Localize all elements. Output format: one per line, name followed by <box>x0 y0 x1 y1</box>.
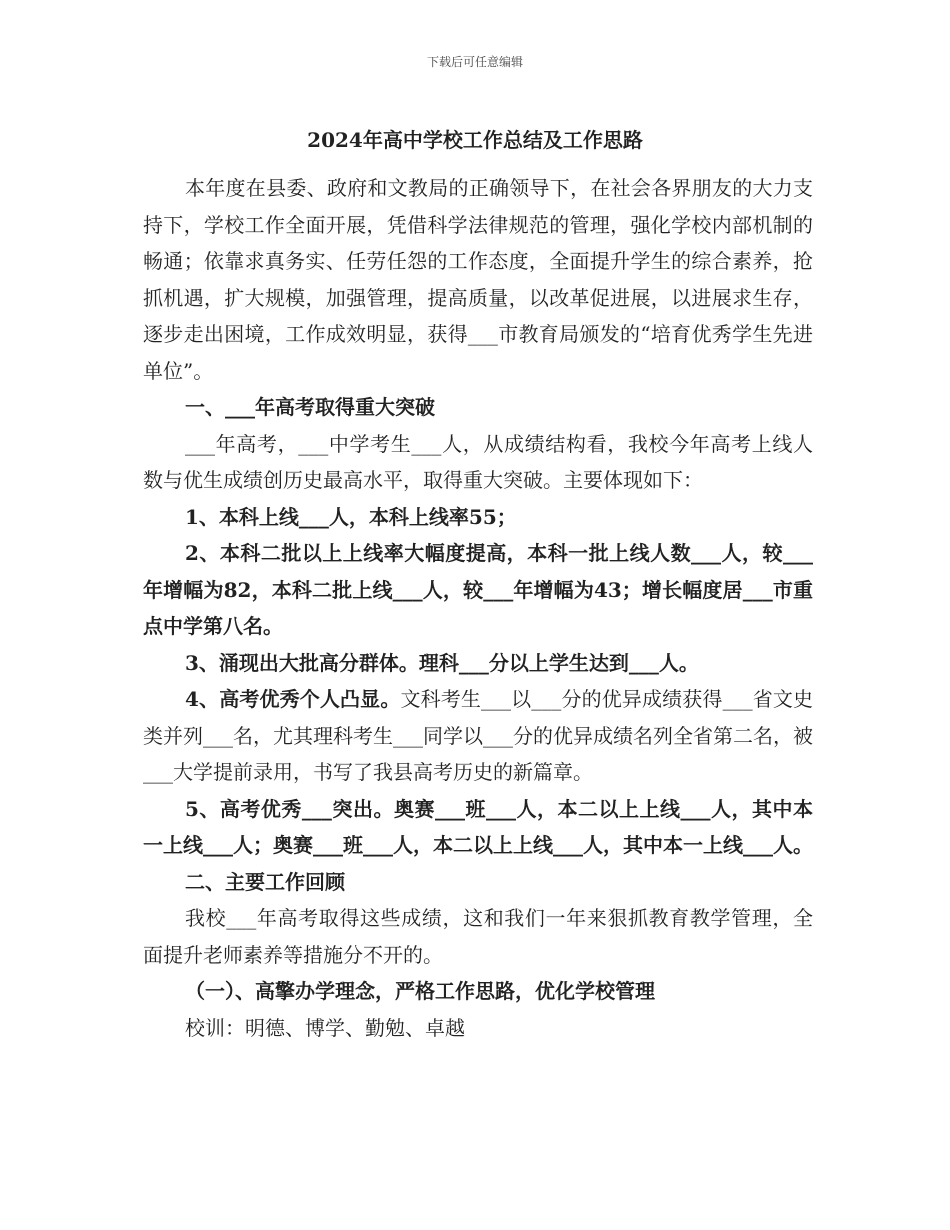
list-item-2: 2、本科二批以上上线率大幅度提高，本科一批上线人数___人，较___年增幅为82，本科二批上线___人，较___年增幅为43；增长幅度居___市重点中学第八名。 <box>143 541 813 638</box>
section-heading-2: 二、主要工作回顾 <box>185 869 345 894</box>
page-header: 下载后可任意编辑 <box>426 55 523 69</box>
school-motto: 校训：明德、博学、勤勉、卓越 <box>185 1015 465 1040</box>
list-item-1: 1、本科上线___人，本科上线率55； <box>185 504 517 529</box>
section-heading-1: 一、___年高考取得重大突破 <box>185 395 435 419</box>
list-item-4-text: 文科考生___以___分的优异成绩获得___省文史类并列___名，尤其理科考生___同学以___分的优异成绩名列全省第二名，被___大学提前录用，书写了我县高考历史的新篇章。 <box>143 687 813 784</box>
list-item-5: 5、高考优秀___突出。奥赛___班___人，本二以上上线___人，其中本一上线___人；奥赛___班___人，本二以上上线___人，其中本一上线___人。 <box>143 796 813 857</box>
section-2-paragraph: 我校___年高考取得这些成绩，这和我们一年来狠抓教育教学管理，全面提升老师素养等措施分不开的。 <box>143 906 813 967</box>
list-item-4-lead: 4、高考优秀个人凸显。 <box>185 687 401 711</box>
list-item-3: 3、涌现出大批高分群体。理科___分以上学生达到___人。 <box>185 650 699 675</box>
subsection-heading-1: （一）、高擎办学理念，严格工作思路，优化学校管理 <box>185 979 655 1003</box>
list-item-4 <box>143 681 813 791</box>
intro-paragraph: 本年度在县委、政府和文教局的正确领导下，在社会各界朋友的大力支持下，学校工作全面开展，凭借科学法律规范的管理，强化学校内部机制的畅通；依靠求真务实、任劳任怨的工作态度，全面提升学生的综合素养，抢抓机遇，扩大规模，加强管理，提高质量，以改革促进展，以进展求生存，逐步走出困境，工作成效明显，获得___市教育局颁发的“培育优秀学生先进单位”。 <box>143 176 813 383</box>
document-body <box>143 170 813 1046</box>
section-1-paragraph: ___年高考，___中学考生___人，从成绩结构看，我校今年高考上线人数与优生成绩创历史最高水平，取得重大突破。主要体现如下： <box>143 431 813 492</box>
document-title: 2024年高中学校工作总结及工作思路 <box>307 128 643 152</box>
